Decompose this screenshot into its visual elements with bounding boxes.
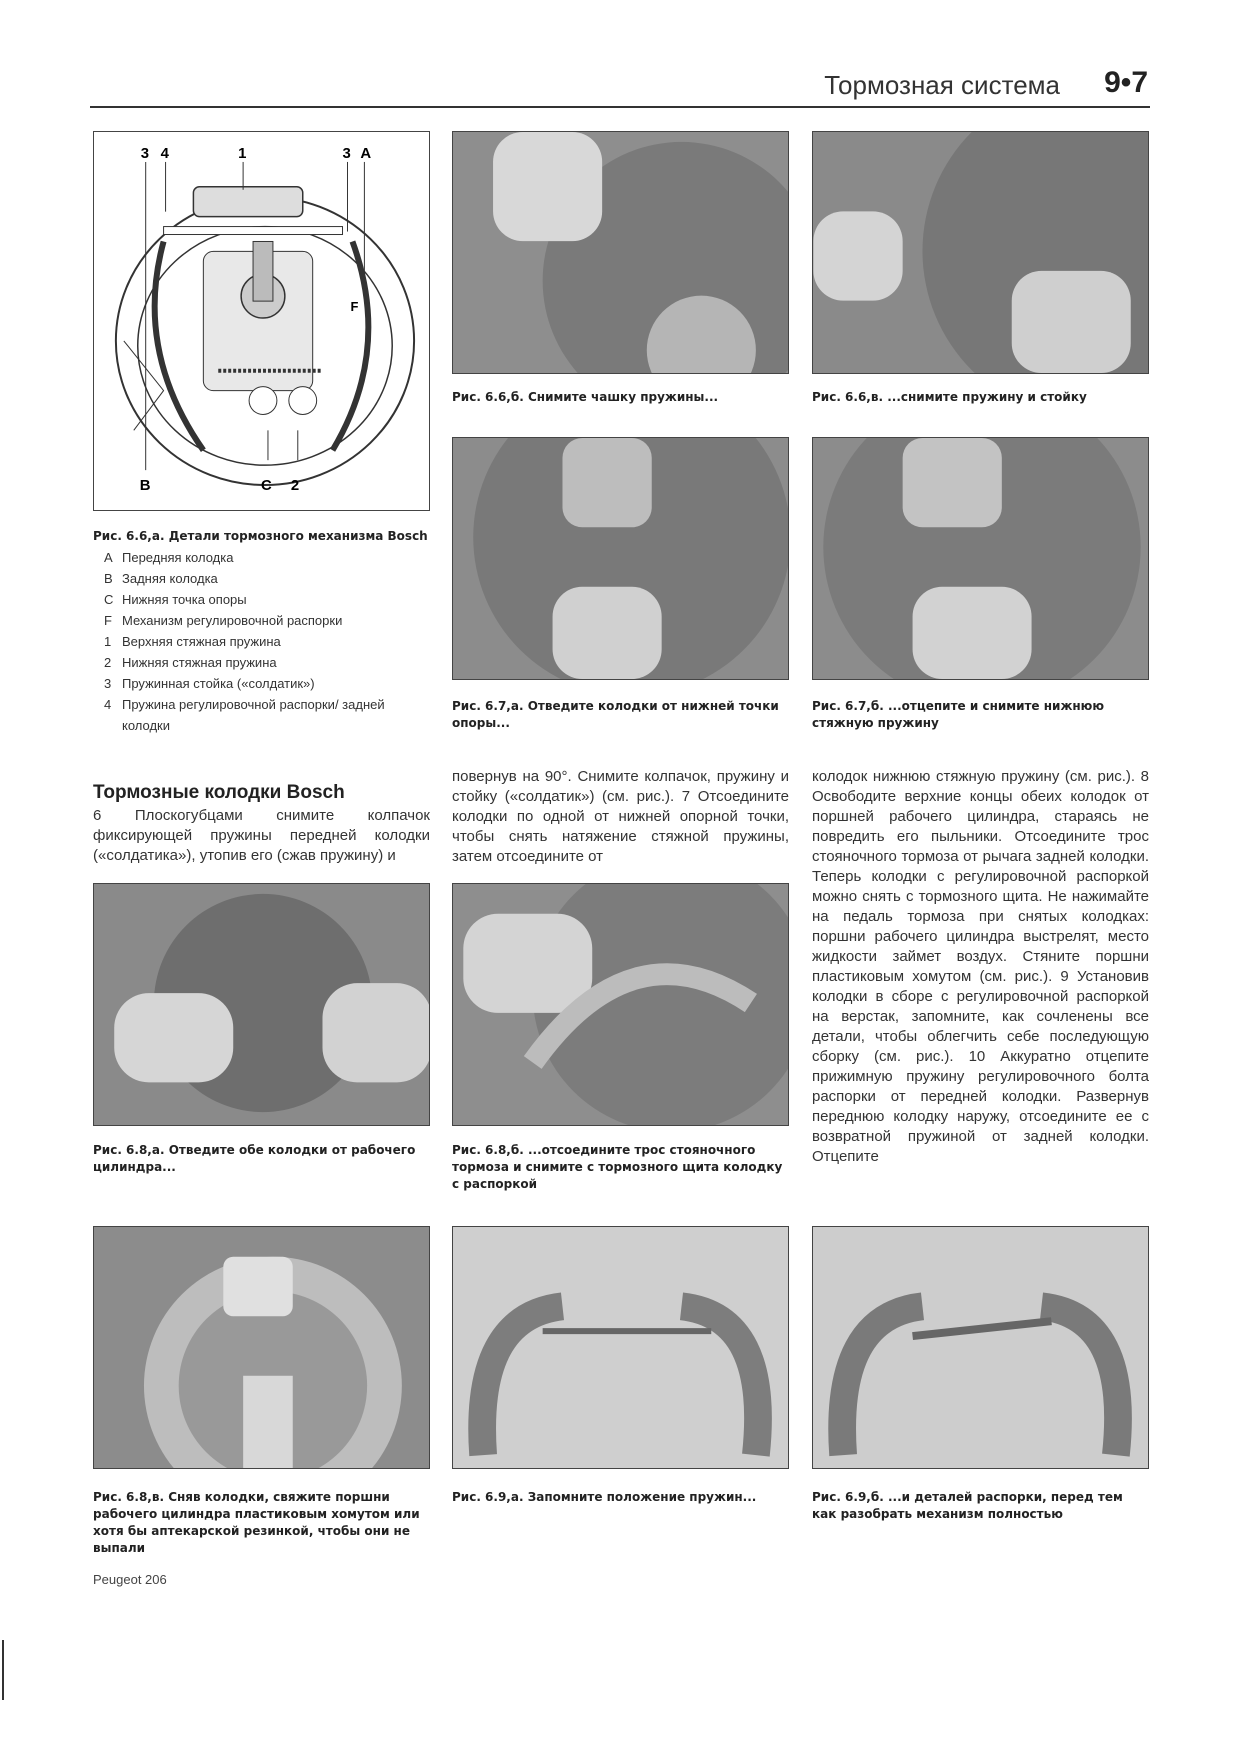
legend-key: F [104,613,112,628]
legend-item [94,547,434,568]
photo-6-7-a [452,437,789,680]
callout-a: A [360,145,372,162]
text-col1: 6 Плоскогубцами снимите колпачок фиксирующей пружины передней колодки («солдатика»), утопив его (сжав пружину) и [93,807,430,864]
text-col2: повернув на 90°. Снимите колпачок, пружину и стойку («солдатик») (см. рис.). 7 Отсоедините колодки по одной от нижней опорной точки, чтобы снять натяжение стяжной пружины, затем отсоедините от [452,768,789,865]
callout-3-left: 3 [140,145,150,162]
legend-key: A [104,550,113,565]
callout-1: 1 [238,145,247,162]
legend-text: Пружинная стойка («солдатик») [122,676,315,691]
photo-6-6-b [452,131,789,374]
photo-placeholder [813,1227,1148,1468]
caption-6-7-a: Рис. 6.7,а. Отведите колодки от нижней точки опоры... [452,699,779,730]
text-col3: колодок нижнюю стяжную пружину (см. рис.). 8 Освободите верхние концы обеих колодок от поршней рабочего цилиндра, стараясь не повредить его пыльники. Отсоедините трос стояночного тормоза от рычага задней колодки. Теперь колодки с регулировочной распоркой можно снять с тормозного щита. Не нажимайте на педаль тормоза при снятых колодках: поршни рабочего цилиндра выстрелят, место жидкости займет воздух. Стяните поршни пластиковым хомутом (см. рис.). 9 Установив колодки в сборе с регулировочной распоркой на верстак, запомните, как сочленены все детали, чтобы облегчить себе последующую сборку (см. рис.). 10 Аккуратно отцепите прижимную пружину регулировочного болта распорки от передней колодки. Развернув переднюю колодку наружу, отсоедините ее с возвратной пружиной от задней колодки. Отцепите [812,768,1149,1165]
legend-key: 4 [104,697,112,712]
legend-text: Пружина регулировочной распорки/ задней колодки [122,697,385,733]
chapter-title: Тормозная система [824,70,1060,100]
legend-item [94,631,434,652]
caption-6-9-a: Рис. 6.9,а. Запомните положение пружин... [452,1490,757,1504]
photo-6-6-v [812,131,1149,374]
brake-diagram [94,132,429,510]
page-header [90,66,1150,108]
legend-text: Верхняя стяжная пружина [122,634,281,649]
caption-6-9-b: Рис. 6.9,б. ...и деталей распорки, перед тем как разобрать механизм полностью [812,1490,1123,1521]
photo-6-8-a [93,883,430,1126]
legend-item [94,568,434,589]
legend-item [94,610,434,631]
callout-4: 4 [160,145,169,162]
caption-6-6-v: Рис. 6.6,в. ...снимите пружину и стойку [812,390,1087,404]
page-number: 9•7 [1104,66,1148,99]
legend-key: 2 [104,655,112,670]
photo-6-8-b [452,883,789,1126]
legend-text: Механизм регулировочной распорки [122,613,343,628]
photo-placeholder [813,132,1148,373]
callout-3-right: 3 [342,145,351,162]
legend-key: 3 [104,676,112,691]
photo-placeholder [94,1227,429,1468]
caption-6-6-a: Рис. 6.6,а. Детали тормозного механизма Bosch [93,529,428,543]
figure-6-6-a-diagram [93,131,430,511]
photo-placeholder [453,884,788,1125]
photo-placeholder [453,1227,788,1468]
margin-mark [2,1640,4,1700]
photo-6-9-b [812,1226,1149,1469]
legend-key: C [104,592,114,607]
page-footer: Peugeot 206 [93,1572,167,1587]
legend-text: Задняя колодка [122,571,218,586]
legend-item [94,673,434,694]
legend-key: 1 [104,634,112,649]
photo-6-7-b [812,437,1149,680]
legend-item [94,652,434,673]
legend-text: Нижняя точка опоры [122,592,247,607]
photo-placeholder [453,438,788,679]
legend-item [94,589,434,610]
caption-6-8-a: Рис. 6.8,а. Отведите обе колодки от рабочего цилиндра... [93,1143,416,1174]
photo-placeholder [94,884,429,1125]
legend [94,547,434,736]
caption-6-7-b: Рис. 6.7,б. ...отцепите и снимите нижнюю стяжную пружину [812,699,1105,730]
caption-6-8-b: Рис. 6.8,б. ...отсоедините трос стояночного тормоза и снимите с тормозного щита колодку с распоркой [452,1143,783,1191]
photo-6-9-a [452,1226,789,1469]
photo-6-8-v [93,1226,430,1469]
callout-c: C [261,477,272,494]
caption-6-6-b: Рис. 6.6,б. Снимите чашку пружины... [452,390,719,404]
callout-b: B [139,477,151,494]
photo-placeholder [453,132,788,373]
legend-key: B [104,571,113,586]
callout-f: F [350,299,359,315]
legend-text: Нижняя стяжная пружина [122,655,277,670]
section-title: Тормозные колодки Bosch [93,782,345,803]
legend-text: Передняя колодка [122,550,234,565]
legend-item [94,694,434,736]
caption-6-8-v: Рис. 6.8,в. Сняв колодки, свяжите поршни рабочего цилиндра пластиковым хомутом или хотя бы аптекарской резинкой, чтобы они не выпали [93,1490,420,1555]
photo-placeholder [813,438,1148,679]
callout-2: 2 [290,477,300,494]
